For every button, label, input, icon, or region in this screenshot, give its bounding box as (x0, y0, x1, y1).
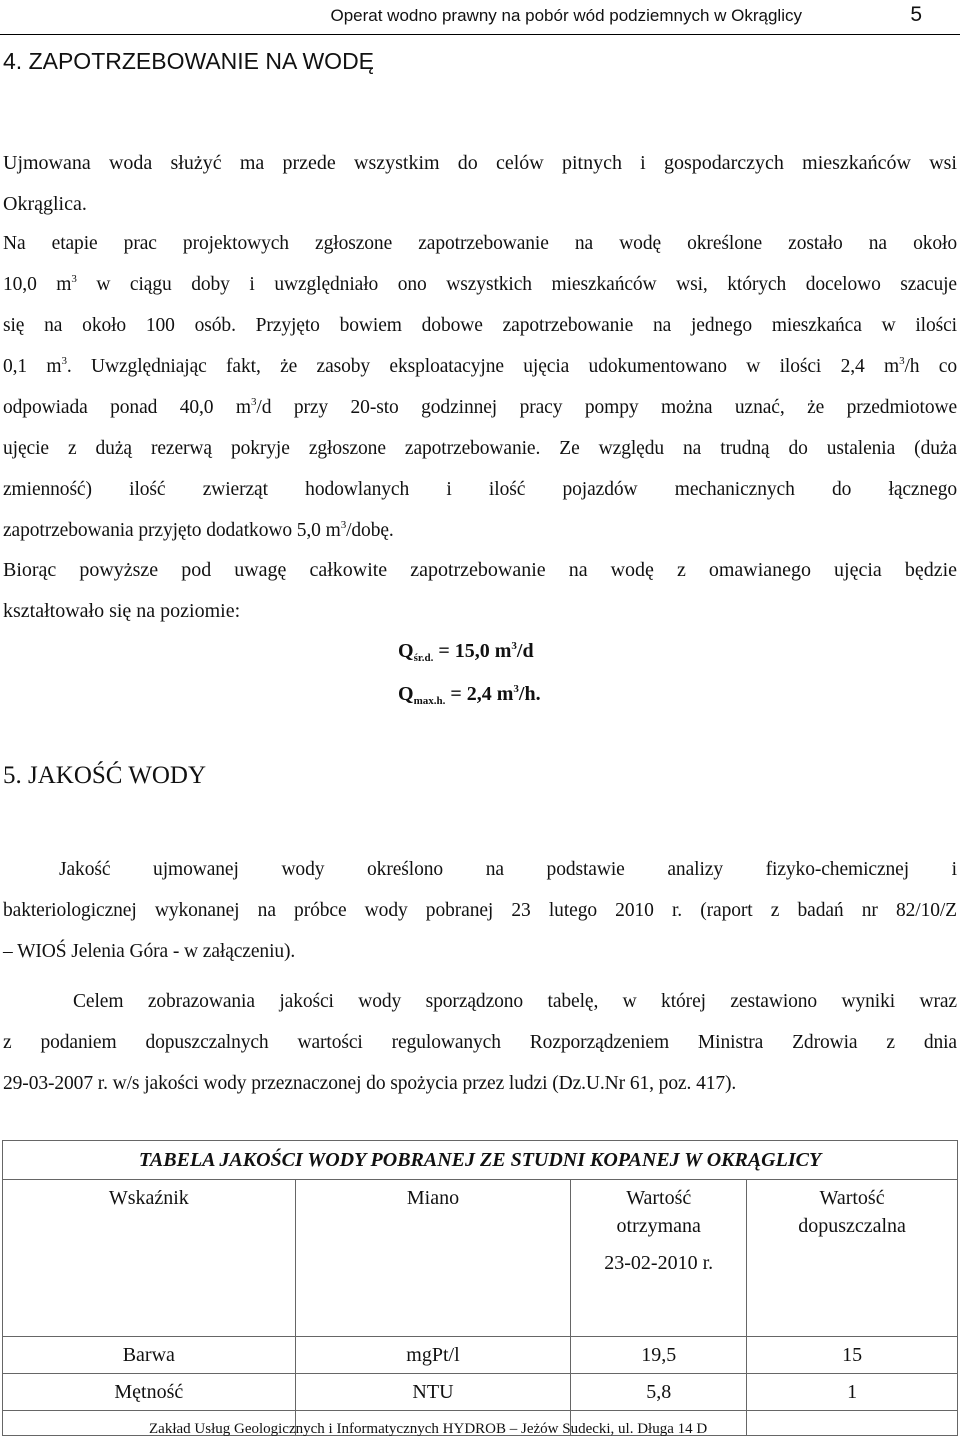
formula-unit: /d (516, 640, 534, 662)
cell-obtained: 5,8 (571, 1374, 747, 1411)
text-segment: /dobę. (346, 520, 394, 541)
water-quality-table (2, 1140, 958, 1436)
text-segment: zapotrzebowania przyjęto dodatkowo 5,0 m (3, 520, 341, 541)
text-line: Na etapie prac projektowych zgłoszone zapotrzebowanie na wodę określone zostało na około (3, 233, 957, 254)
superscript: 3 (899, 355, 905, 367)
text-segment: odpowiada ponad 40,0 m (3, 397, 251, 418)
text-line: Ujmowana woda służyć ma przede wszystkim do celów pitnych i gospodarczych mieszkańców wsi (3, 152, 957, 174)
section-4-paragraph-2 (3, 223, 957, 551)
header-line: dopuszczalna (798, 1215, 906, 1237)
section-5-heading: 5. JAKOŚĆ WODY (3, 762, 207, 789)
text-line: Celem zobrazowania jakości wody sporządzono tabelę, w której zestawiono wyniki wraz (73, 991, 957, 1012)
superscript: 3 (61, 355, 67, 367)
superscript: 3 (511, 640, 517, 652)
formula-daily-average (398, 640, 534, 663)
formula-value: = 2,4 m (445, 683, 514, 705)
text-line: kształtowało się na poziomie: (3, 600, 241, 622)
text-line (3, 264, 957, 305)
text-segment: /d przy 20-sto godzinnej pracy pompy można uznać, że przedmiotowe (256, 397, 958, 418)
formula-symbol: Q (398, 683, 414, 705)
text-line (3, 510, 957, 551)
cell-indicator: Mętność (3, 1374, 296, 1411)
formula-subscript: max.h. (413, 695, 446, 707)
text-segment: 10,0 m (3, 274, 72, 295)
table-caption: TABELA JAKOŚCI WODY POBRANEJ ZE STUDNI KOPANEJ W OKRĄGLICY (3, 1141, 958, 1180)
page-number: 5 (910, 3, 922, 26)
section-4-paragraph-3 (3, 550, 957, 632)
text-line: – WIOŚ Jelenia Góra - w załączeniu). (3, 941, 296, 962)
formula-subscript: śr.d. (413, 652, 434, 664)
column-header-obtained (571, 1180, 747, 1337)
table-row (3, 1337, 958, 1374)
text-line: z podaniem dopuszczalnych wartości regulowanych Rozporządzeniem Ministra Zdrowia z dnia (3, 1032, 957, 1053)
text-line: zmienność) ilość zwierząt hodowlanych i ilość pojazdów mechanicznych do łącznego (3, 479, 957, 500)
section-4-paragraph-1 (3, 143, 957, 225)
superscript: 3 (340, 519, 347, 531)
text-segment: . Uwzględniając fakt, że zasoby eksploatacyjne ujęcia udokumentowano w ilości 2,4 m (66, 356, 900, 377)
cell-unit: mgPt/l (295, 1337, 571, 1374)
text-line (3, 387, 957, 428)
text-segment: w ciągu doby i uwzględniało ono wszystkich mieszkańców wsi, których docelowo szacuje (76, 274, 957, 295)
section-5-paragraph-2 (3, 981, 957, 1104)
text-line (3, 346, 957, 387)
page-header (0, 4, 960, 35)
text-segment: /h co (904, 356, 958, 377)
section-4-heading: 4. ZAPOTRZEBOWANIE NA WODĘ (3, 48, 375, 74)
page-footer: Zakład Usług Geologicznych i Informatycznych HYDROB – Jeżów Sudecki, ul. Długa 14 D (149, 1421, 708, 1437)
text-segment: 0,1 m (3, 356, 62, 377)
cell-indicator: Barwa (3, 1337, 296, 1374)
cell-unit: NTU (295, 1374, 571, 1411)
header-date: 23-02-2010 r. (604, 1252, 714, 1274)
text-line: 29-03-2007 r. w/s jakości wody przeznaczonej do spożycia przez ludzi (Dz.U.Nr 61, poz. 417). (3, 1073, 737, 1094)
formula-unit: /h. (518, 683, 541, 705)
cell-allowed: 15 (747, 1337, 958, 1374)
formula-symbol: Q (398, 640, 414, 662)
header-line: Wartość (626, 1187, 692, 1209)
text-line: Biorąc powyższe pod uwagę całkowite zapotrzebowanie na wodę z omawianego ujęcia będzie (3, 559, 957, 581)
formula-hourly-max (398, 683, 541, 706)
text-line: się na około 100 osób. Przyjęto bowiem dobowe zapotrzebowanie na jednego mieszkańca w ilości (3, 315, 957, 336)
superscript: 3 (513, 683, 519, 695)
text-line: bakteriologicznej wykonanej na próbce wody pobranej 23 lutego 2010 r. (raport z badań nr 82/10/Z (3, 900, 957, 921)
text-line: Jakość ujmowanej wody określono na podstawie analizy fizyko-chemicznej i (59, 859, 957, 880)
table-spacer-cell (747, 1411, 958, 1436)
superscript: 3 (250, 396, 257, 408)
text-line: ujęcie z dużą rezerwą pokryje zgłoszone zapotrzebowanie. Ze względu na trudną do ustalenia (duża (3, 438, 957, 459)
column-header-allowed (747, 1180, 958, 1337)
cell-obtained: 19,5 (571, 1337, 747, 1374)
header-line: otrzymana (616, 1215, 701, 1237)
formula-value: = 15,0 m (433, 640, 512, 662)
superscript: 3 (71, 273, 77, 285)
column-header-indicator: Wskaźnik (3, 1180, 296, 1337)
column-header-unit: Miano (295, 1180, 571, 1337)
header-line: Wartość (819, 1187, 885, 1209)
table-row (3, 1374, 958, 1411)
cell-allowed: 1 (747, 1374, 958, 1411)
header-title: Operat wodno prawny na pobór wód podziemnych w Okrąglicy (330, 6, 802, 25)
text-line: Okrąglica. (3, 193, 87, 215)
section-5-paragraph-1 (3, 849, 957, 972)
